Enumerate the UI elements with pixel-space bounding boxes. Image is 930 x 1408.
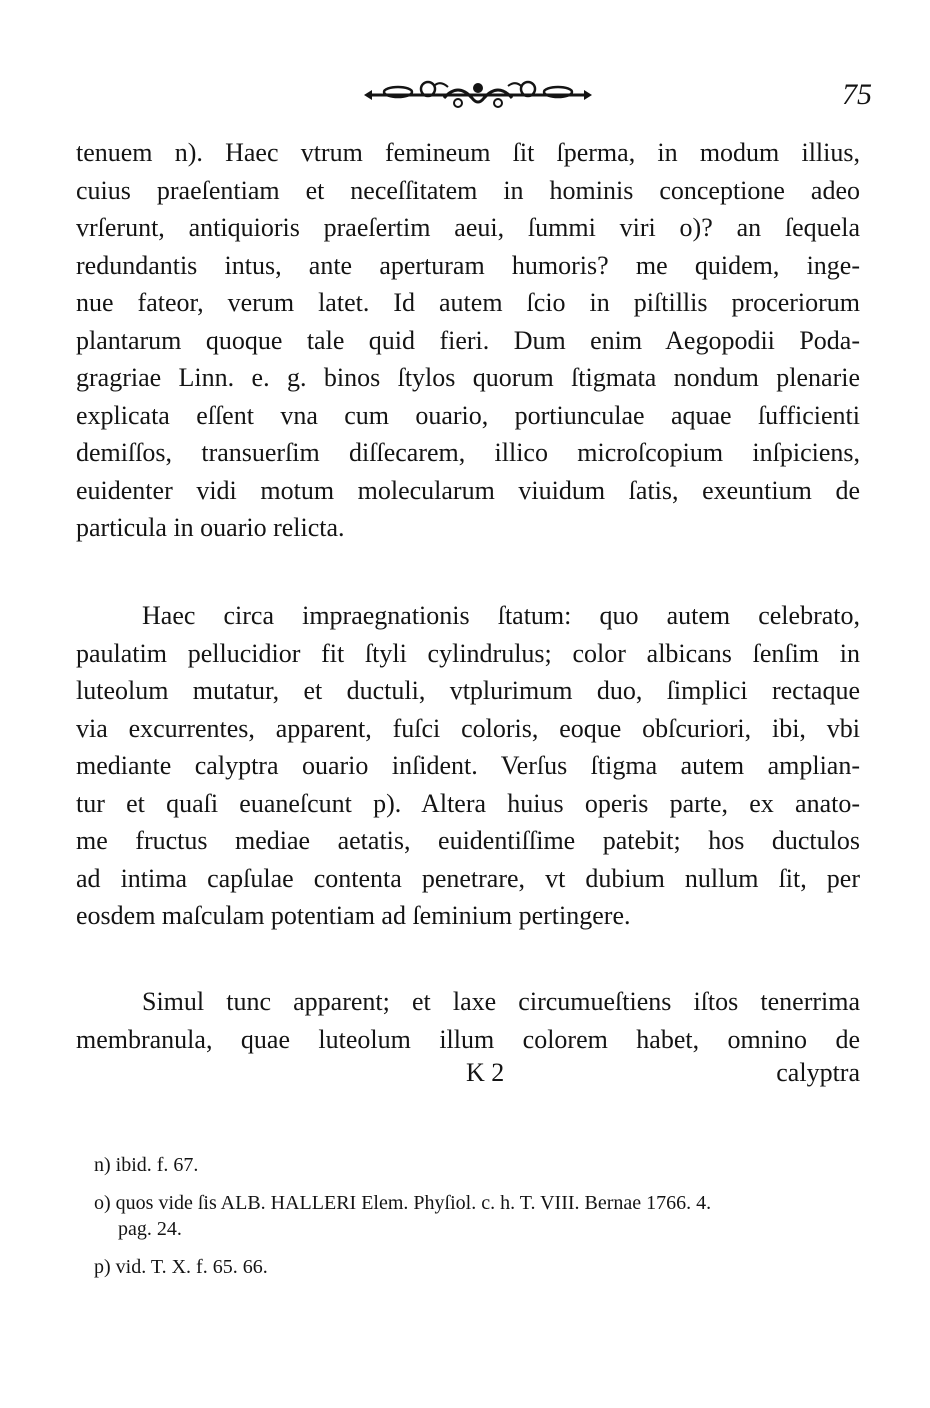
text-line: membranula, quae luteolum illum colorem habet, omnino de xyxy=(76,1024,860,1054)
text-line: via excurrentes, apparent, fuſci coloris, eoque obſcuriori, ibi, vbi xyxy=(76,713,860,743)
text-line: plantarum quoque tale quid fieri. Dum enim Aegopodii Poda- xyxy=(76,325,860,355)
text-line: mediante calyptra ouario inſident. Verſus ſtigma autem amplian- xyxy=(76,751,860,780)
text-line: nue fateor, verum latet. Id autem ſcio in piſtillis proceriorum xyxy=(76,288,860,317)
footnote-o xyxy=(94,1190,860,1242)
text-line: paulatim pellucidior fit ſtyli cylindrulus; color albicans ſenſim in xyxy=(76,638,860,668)
footnotes xyxy=(94,1152,860,1292)
signature-row xyxy=(76,1058,860,1098)
text-line: Simul tunc apparent; et laxe circumueſtiens iſtos tenerrima xyxy=(142,987,860,1016)
text-line: Haec circa impraegnationis ſtatum: quo autem celebrato, xyxy=(142,601,860,630)
text-line: euidenter vidi motum molecularum viuidum ſatis, exeuntium de xyxy=(76,475,860,505)
footnote-n: n) ibid. f. 67. xyxy=(94,1154,199,1176)
text-line: eosdem maſculam potentiam ad ſeminium pertingere. xyxy=(76,901,631,930)
text-line: me fructus mediae aetatis, euidentiſſime patebit; hos ductulos xyxy=(76,826,860,855)
text-line: cuius praeſentiam et neceſſitatem in hominis conceptione adeo xyxy=(76,175,860,205)
footnote-o-line1: o) quos vide ſis ALB. HALLERI Elem. Phyſiol. c. h. T. VIII. Bernae 1766. 4. xyxy=(94,1192,712,1214)
text-line: demiſſos, transuerſim diſſecarem, illico microſcopium inſpiciens, xyxy=(76,438,860,467)
page-number: 75 xyxy=(842,78,872,111)
text-line: tenuem n). Haec vtrum femineum ſit ſperma, in modum illius, xyxy=(76,138,860,167)
paragraph-1 xyxy=(76,134,860,547)
paragraph-3 xyxy=(76,983,860,1058)
text-line: luteolum mutatur, et ductuli, vtplurimum duo, ſimplici rectaque xyxy=(76,676,860,705)
text-line: ad intima capſulae contenta penetrare, vt dubium nullum ſit, per xyxy=(76,863,860,893)
text-line: explicata eſſent vna cum ouario, portiunculae aquae ſufficienti xyxy=(76,400,860,430)
text-line: vrſerunt, antiquioris praeſertim aeui, ſummi viri o)? an ſequela xyxy=(76,213,860,242)
paragraph-2 xyxy=(76,597,860,935)
footnote-o-line2: pag. 24. xyxy=(118,1218,182,1240)
signature-mark: K 2 xyxy=(466,1058,505,1087)
footnote-p: p) vid. T. X. f. 65. 66. xyxy=(94,1256,268,1278)
catchword: calyptra xyxy=(776,1058,860,1087)
text-line: tur et quaſi euaneſcunt p). Altera huius operis parte, ex anato- xyxy=(76,788,860,818)
text-line: redundantis intus, ante aperturam humoris? me quidem, inge- xyxy=(76,250,860,280)
headpiece-ornament xyxy=(358,78,598,112)
text-line: particula in ouario relicta. xyxy=(76,513,345,542)
text-line: gragriae Linn. e. g. binos ſtylos quorum ſtigmata nondum plenarie xyxy=(76,363,860,392)
